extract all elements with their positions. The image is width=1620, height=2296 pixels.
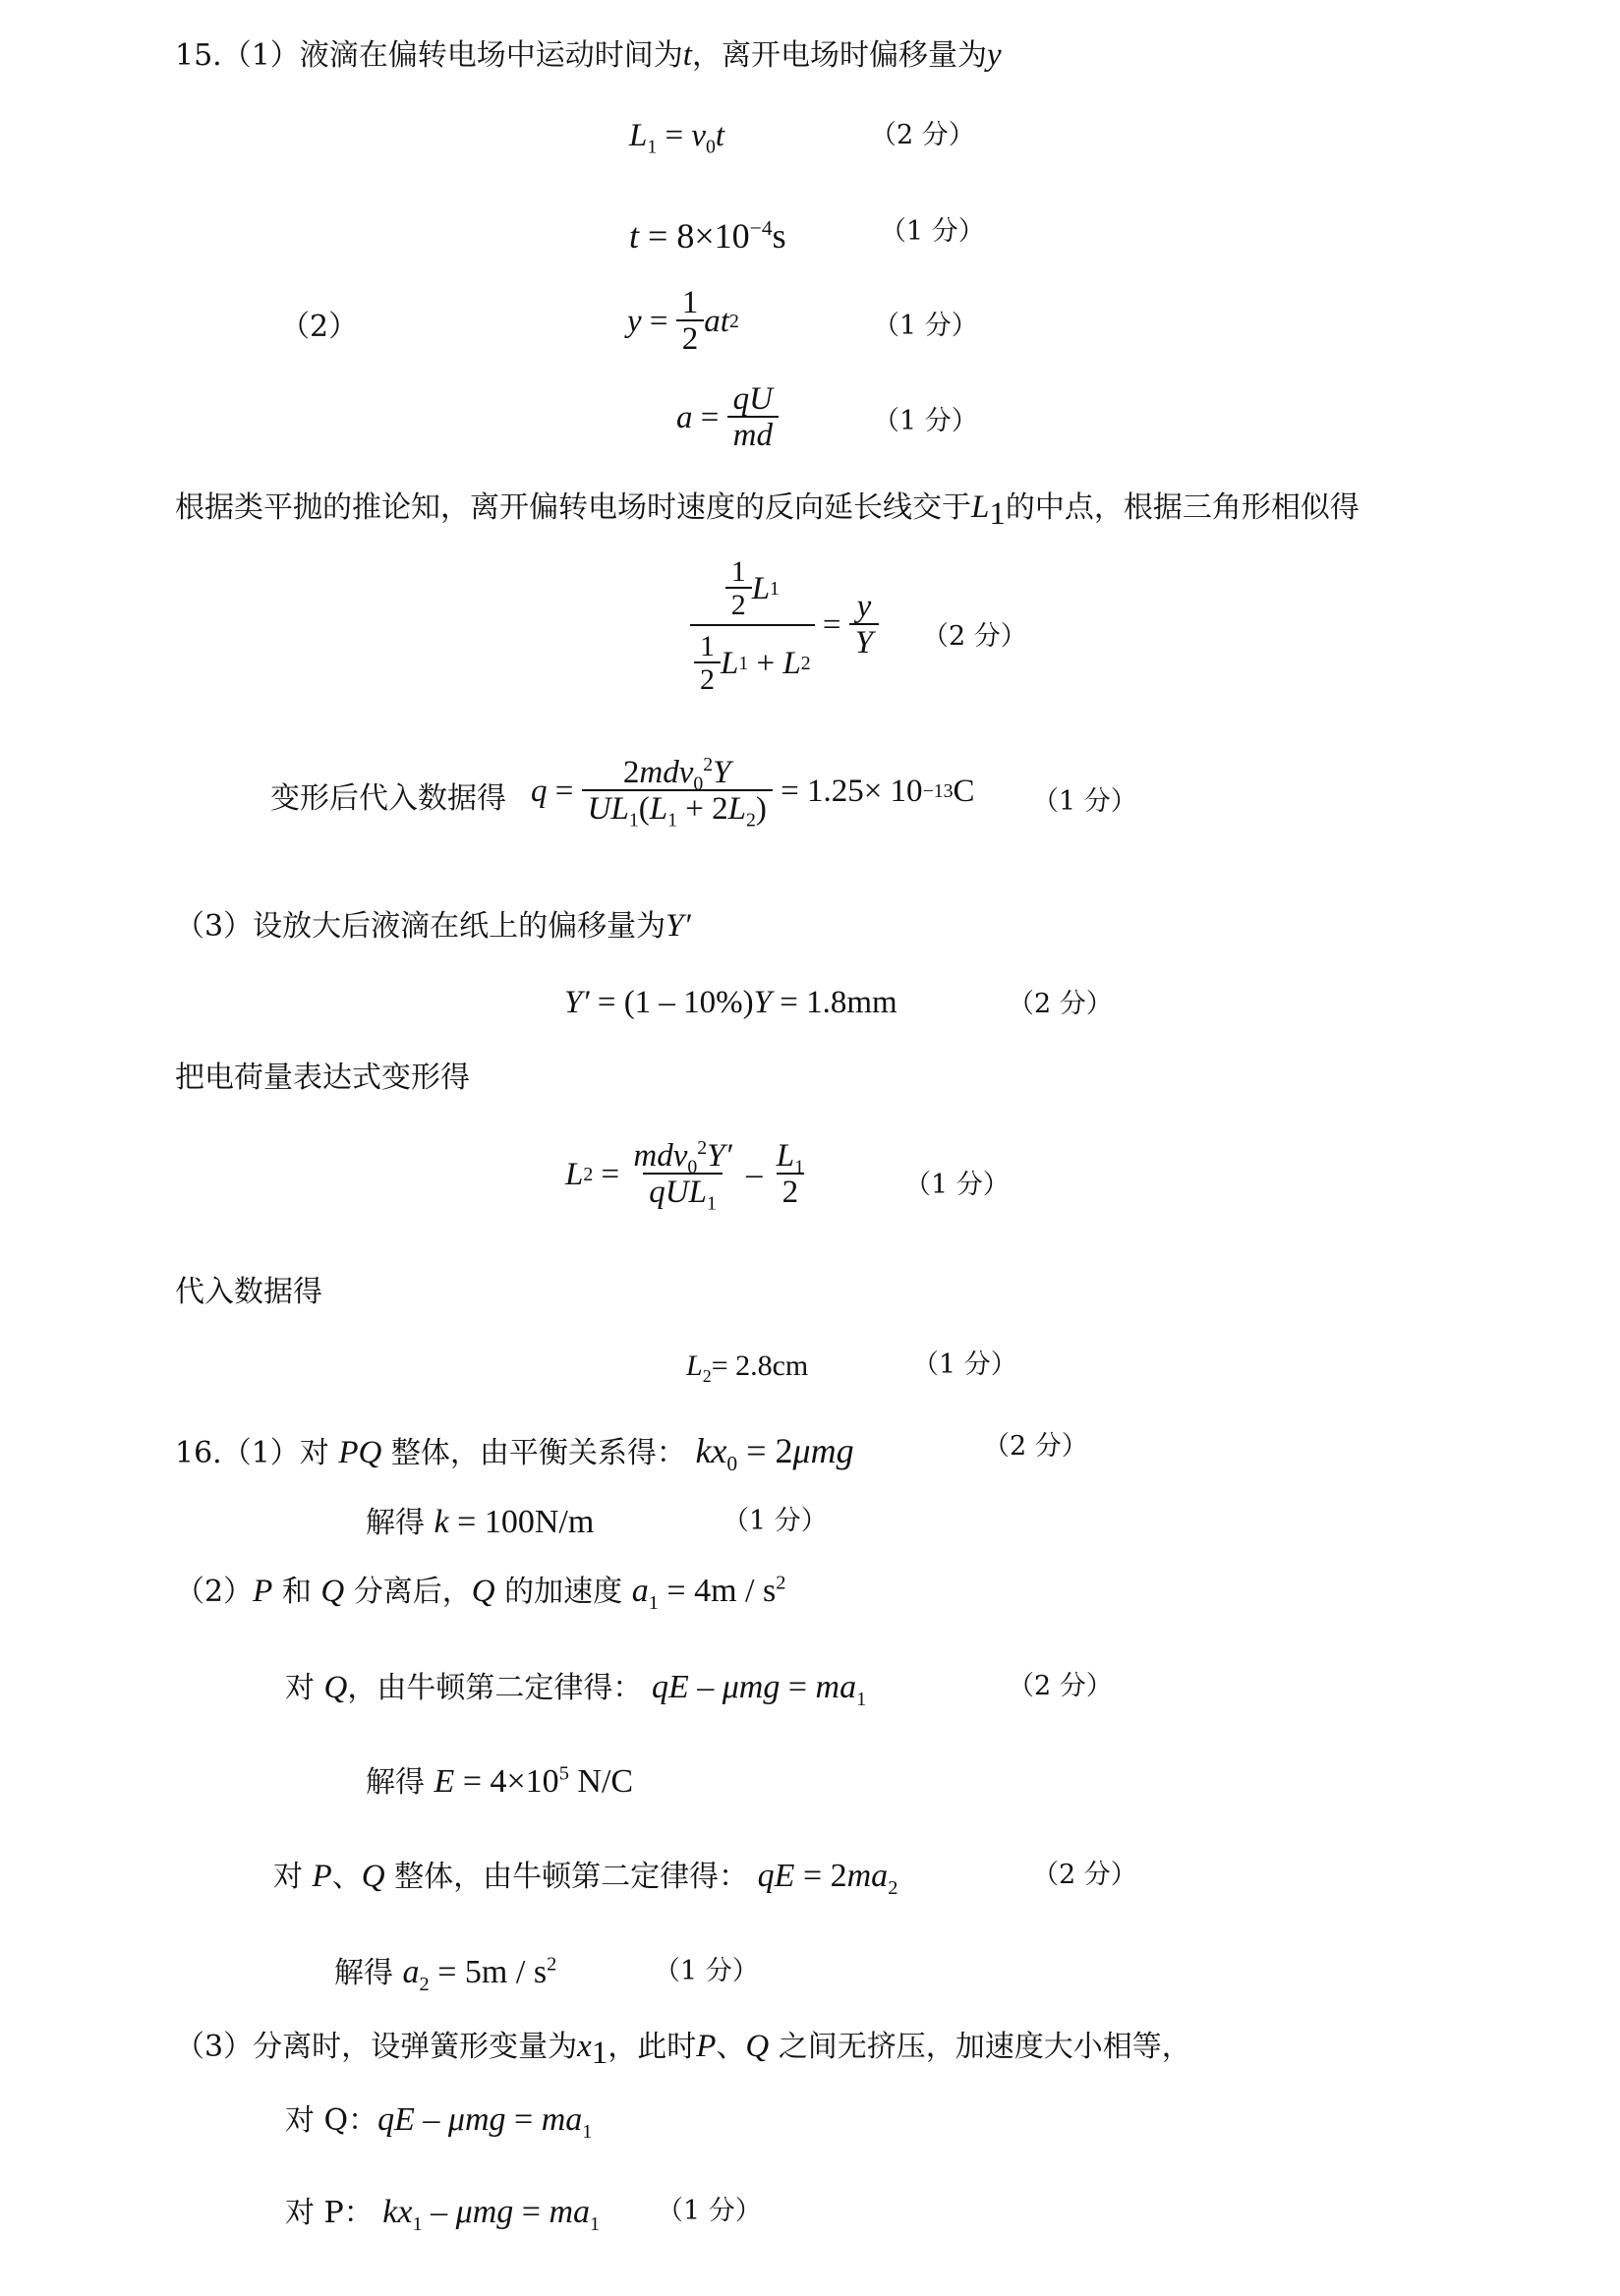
formula-l2-expression: L 2 = $\frac{mdv_0^2Y'}{qUL_1}$ – $\frac{L_1}{2}$ <box>565 1137 804 1215</box>
score: （2 分） <box>1008 1671 1113 1701</box>
formula-q-result: q = $\frac{2mdv_0^2Y}{UL_1(L_1 + 2L_2)}$ = 1.25× 10 −13 C <box>531 754 975 832</box>
q16-part3-text: （3）分离时，设弹簧形变量为$x_1$，此时P、Q 之间无挤压，加速度大小相等， <box>175 2029 1191 2071</box>
substitute-text: 代入数据得 <box>175 1275 322 1309</box>
formula-l2-value: $L_2= 2.8cm$ <box>686 1349 809 1386</box>
score: （1 分） <box>657 2196 762 2226</box>
score: （2 分） <box>870 120 975 150</box>
forP-equation: 对 P： $kx_1 - \mu mg = ma_1$ <box>285 2194 601 2235</box>
q15-part1-text: 15.（1）液滴在偏转电场中运动时间为t，离开电场时偏移量为y <box>175 37 1002 73</box>
newton-q-text: 对 Q，由牛顿第二定律得： qE – $\mu mg = ma_1$ <box>285 1669 867 1710</box>
E-result: 解得 $E = 4\times 10^5$ N/C <box>366 1762 634 1800</box>
score: （2 分） <box>1008 989 1113 1019</box>
formula-a-qu-md: a = $\frac{qU}{md}$ <box>676 383 779 452</box>
part2-label: （2） <box>280 310 359 344</box>
score: （1 分） <box>904 1170 1010 1200</box>
formula-l1-v0t: $L_1 = v_0t$ <box>629 118 725 158</box>
similar-triangles-text: 根据类平抛的推论知，离开偏转电场时速度的反向延长线交于$L_1$的中点，根据三角形相似得 <box>175 489 1360 532</box>
transform-text: 把电荷量表达式变形得 <box>175 1061 470 1095</box>
q16-part2-text: （2）P 和 Q 分离后，Q 的加速度 $a_1 = 4m / s^2$ <box>175 1572 786 1614</box>
part3-text: （3）设放大后液滴在纸上的偏移量为Y′ <box>175 908 691 944</box>
score: （1 分） <box>873 406 978 436</box>
score: （1 分） <box>880 216 985 247</box>
score: （2 分） <box>1032 1860 1137 1890</box>
score: （1 分） <box>873 311 978 341</box>
formula-t-value: $t = 8\times 10^{-4}s$ <box>629 216 786 256</box>
q-result-prefix: 变形后代入数据得 <box>270 781 506 816</box>
formula-y-prime: Y′ = (1 – 10%)Y = 1.8mm <box>564 985 897 1020</box>
k-result: 解得 k = 100N/m <box>366 1504 595 1540</box>
score: （1 分） <box>654 1956 759 1986</box>
score: （1 分） <box>912 1349 1017 1380</box>
score: （2 分） <box>983 1431 1088 1462</box>
newton-pq-text: 对 P、Q 整体，由牛顿第二定律得： qE = $2ma_2$ <box>273 1858 898 1899</box>
forQ-equation: 对 Q：qE – $\mu mg = ma_1$ <box>285 2101 593 2143</box>
score: （1 分） <box>1032 786 1137 817</box>
score: （1 分） <box>723 1506 828 1536</box>
formula-y-half-at2: y = $\frac{1}{2}$ at 2 <box>627 285 739 357</box>
formula-similar-triangles: $\frac{1}{2}$ L 1 $\frac{1}{2}$ L 1 + L 2 = $\frac{y}{Y}$ <box>690 555 879 695</box>
q16-part1-text: 16.（1）对 PQ 整体，由平衡关系得： $kx_0 = 2\mu mg$ <box>175 1431 854 1476</box>
score: （2 分） <box>922 621 1027 652</box>
a2-result: 解得 $a_2 = 5m / s^2$ <box>334 1953 557 1995</box>
